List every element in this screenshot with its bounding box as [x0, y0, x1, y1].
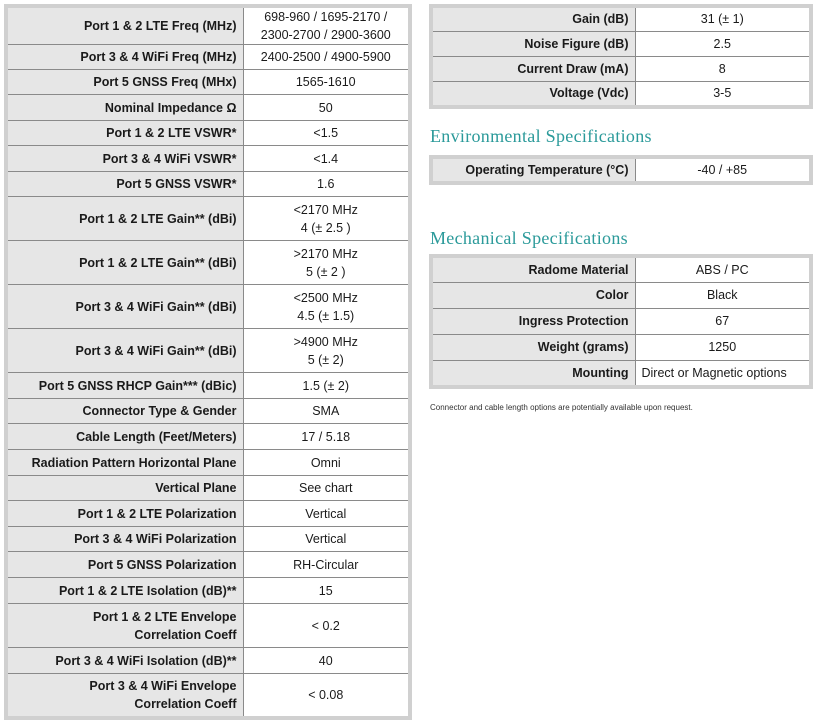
spec-row: [6, 578, 410, 604]
spec-row: [6, 172, 410, 197]
spec-label: Port 5 GNSS Freq (MHx): [6, 70, 243, 95]
spec-row: [6, 527, 410, 552]
cell-line: Vertical: [305, 532, 347, 546]
spec-row: [431, 31, 811, 56]
spec-label: Port 5 GNSS Polarization: [6, 552, 243, 578]
cell-line: 4 (± 2.5 ): [300, 220, 351, 235]
spec-row: [6, 45, 410, 70]
spec-value: ABS / PC: [635, 256, 811, 282]
cell-line: <2500 MHz: [293, 290, 358, 305]
cell-line: Omni: [310, 455, 341, 470]
spec-row: [6, 399, 410, 424]
spec-value: [243, 476, 410, 501]
spec-label: Port 1 & 2 LTE Gain** (dBi): [6, 197, 243, 241]
spec-label: Radiation Pattern Horizontal Plane: [6, 450, 243, 476]
spec-label: Weight (grams): [431, 334, 635, 360]
spec-value: [243, 674, 410, 718]
spec-label: Port 3 & 4 WiFi Polarization: [6, 527, 243, 552]
spec-value: [243, 648, 410, 674]
spec-label: Current Draw (mA): [431, 56, 635, 81]
cell-line: 1.6: [317, 177, 335, 191]
spec-value: -40 / +85: [635, 157, 811, 183]
spec-value: 8: [635, 56, 811, 81]
spec-label: Noise Figure (dB): [431, 31, 635, 56]
cell-line: 1565-1610: [295, 75, 356, 89]
spec-label: Nominal Impedance Ω: [6, 95, 243, 121]
cell-line: 1.5 (± 2): [302, 378, 349, 393]
spec-value: [243, 95, 410, 121]
cell-line: <1.4: [313, 151, 339, 166]
footnote: Connector and cable length options are potentially available upon request.: [430, 403, 693, 412]
spec-value: [243, 285, 410, 329]
spec-value: [243, 241, 410, 285]
spec-label: Port 1 & 2 LTE Gain** (dBi): [6, 241, 243, 285]
cell-line: Vertical: [305, 506, 347, 521]
cell-line: SMA: [312, 404, 340, 418]
spec-row: [431, 360, 811, 387]
mechanical-specifications-title: Mechanical Specifications: [430, 228, 628, 248]
cell-line: 50: [318, 100, 333, 115]
cell-line: 698-960 / 1695-2170 /: [264, 10, 388, 24]
cell-line: RH-Circular: [293, 557, 359, 572]
spec-row: [6, 6, 410, 45]
spec-value: [243, 578, 410, 604]
spec-label: Port 1 & 2 LTE Polarization: [6, 501, 243, 527]
spec-row: [6, 197, 410, 241]
spec-label: Vertical Plane: [6, 476, 243, 501]
spec-value: Direct or Magnetic options: [635, 360, 811, 387]
cell-line: Correlation Coeff: [134, 627, 237, 642]
spec-value: [243, 424, 410, 450]
spec-row: [6, 424, 410, 450]
spec-value: [243, 146, 410, 172]
spec-value: [243, 70, 410, 95]
environmental-specifications-title: Environmental Specifications: [430, 126, 652, 146]
spec-label: Port 1 & 2 LTE Freq (MHz): [6, 6, 243, 45]
cell-line: < 0.2: [311, 618, 340, 633]
spec-row: [6, 329, 410, 373]
spec-row: [6, 604, 410, 648]
cell-line: >4900 MHz: [293, 334, 358, 349]
spec-label: Port 3 & 4 WiFi Gain** (dBi): [6, 329, 243, 373]
spec-row: [431, 6, 811, 31]
cell-line: < 0.08: [308, 687, 344, 702]
spec-value: 2.5: [635, 31, 811, 56]
spec-label: Voltage (Vdc): [431, 81, 635, 107]
spec-row: [6, 285, 410, 329]
spec-row: [6, 241, 410, 285]
spec-label: Port 5 GNSS RHCP Gain*** (dBic): [6, 373, 243, 399]
spec-label: Ingress Protection: [431, 308, 635, 334]
spec-value: Black: [635, 282, 811, 308]
spec-label: Port 3 & 4 WiFi VSWR*: [6, 146, 243, 172]
cell-line: 5 (± 2 ): [305, 264, 346, 279]
cell-line: >2170 MHz: [293, 246, 358, 261]
spec-label: Port 3 & 4 WiFi Gain** (dBi): [6, 285, 243, 329]
cell-line: 17 / 5.18: [301, 429, 351, 444]
environmental-spec-table: [429, 155, 813, 185]
cell-line: 4.5 (± 1.5): [297, 308, 355, 323]
spec-row: [431, 81, 811, 107]
spec-row: [6, 648, 410, 674]
cell-line: 40: [318, 653, 333, 668]
spec-value: [243, 501, 410, 527]
spec-label: Connector Type & Gender: [6, 399, 243, 424]
spec-row: [6, 674, 410, 718]
spec-row: [431, 282, 811, 308]
spec-row: [431, 256, 811, 282]
spec-value: [243, 399, 410, 424]
spec-row: [6, 373, 410, 399]
cell-line: 2300-2700 / 2900-3600: [260, 28, 391, 42]
cell-line: Port 3 & 4 WiFi Envelope: [89, 678, 237, 693]
spec-label: Radome Material: [431, 256, 635, 282]
cell-line: 2400-2500 / 4900-5900: [260, 50, 391, 64]
cell-line: See chart: [298, 481, 353, 495]
spec-label: Port 3 & 4 WiFi Freq (MHz): [6, 45, 243, 70]
spec-row: [6, 121, 410, 146]
spec-row: [6, 70, 410, 95]
spec-value: 1250: [635, 334, 811, 360]
spec-row: [431, 334, 811, 360]
spec-row: [431, 157, 811, 183]
spec-label: Cable Length (Feet/Meters): [6, 424, 243, 450]
spec-label: Port 1 & 2 LTE VSWR*: [6, 121, 243, 146]
spec-row: [6, 552, 410, 578]
spec-value: [243, 197, 410, 241]
spec-label: Port 3 & 4 WiFi Isolation (dB)**: [6, 648, 243, 674]
spec-value: 67: [635, 308, 811, 334]
spec-value: [243, 121, 410, 146]
spec-row: [6, 95, 410, 121]
spec-value: [243, 373, 410, 399]
spec-value: 3-5: [635, 81, 811, 107]
spec-label: [6, 604, 243, 648]
cell-line: <1.5: [313, 126, 339, 140]
spec-value: [243, 604, 410, 648]
gnss-spec-table: [429, 4, 813, 109]
mechanical-spec-table: [429, 254, 813, 389]
spec-row: [6, 476, 410, 501]
cell-line: Correlation Coeff: [134, 696, 237, 711]
spec-label: [6, 674, 243, 718]
spec-value: [243, 172, 410, 197]
spec-value: [243, 6, 410, 45]
cell-line: Port 1 & 2 LTE Envelope: [92, 609, 237, 624]
cell-line: 5 (± 2): [307, 352, 344, 367]
spec-value: [243, 552, 410, 578]
spec-row: [6, 450, 410, 476]
spec-label: Port 5 GNSS VSWR*: [6, 172, 243, 197]
spec-label: Mounting: [431, 360, 635, 387]
spec-row: [431, 56, 811, 81]
spec-row: [431, 308, 811, 334]
spec-row: [6, 146, 410, 172]
spec-value: [243, 527, 410, 552]
spec-value: [243, 45, 410, 70]
main-spec-table: [4, 4, 412, 720]
spec-value: 31 (± 1): [635, 6, 811, 31]
spec-label: Color: [431, 282, 635, 308]
cell-line: <2170 MHz: [293, 202, 358, 217]
spec-value: [243, 450, 410, 476]
spec-label: Port 1 & 2 LTE Isolation (dB)**: [6, 578, 243, 604]
spec-label: Operating Temperature (°C): [431, 157, 635, 183]
cell-line: 15: [318, 583, 333, 598]
spec-label: Gain (dB): [431, 6, 635, 31]
spec-value: [243, 329, 410, 373]
spec-row: [6, 501, 410, 527]
